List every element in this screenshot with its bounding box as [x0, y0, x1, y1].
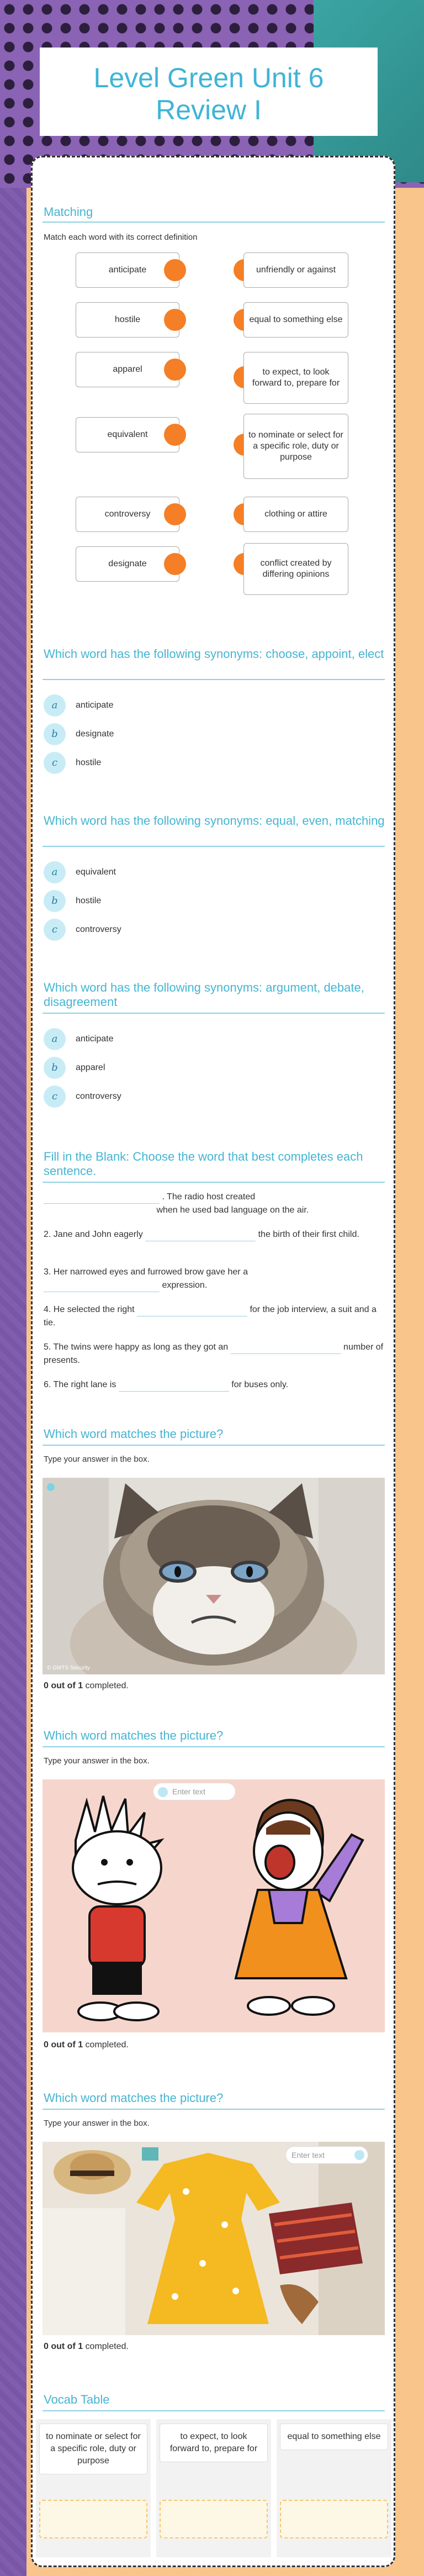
completion-suffix: completed. — [83, 1681, 129, 1690]
option-label[interactable]: hostile — [76, 896, 102, 905]
check-icon — [158, 1787, 168, 1797]
worksheet — [31, 156, 395, 2567]
divider — [43, 2109, 385, 2110]
sentence-3 — [44, 1266, 386, 1292]
matching-instruction: Match each word with its correct definition — [44, 233, 198, 242]
divider — [43, 222, 385, 223]
match-word[interactable]: equivalent — [76, 417, 179, 452]
answer-marker[interactable] — [47, 1483, 55, 1491]
blank-spacer — [44, 1207, 154, 1217]
completion-suffix: completed. — [83, 2342, 129, 2351]
match-definition[interactable]: clothing or attire — [243, 497, 348, 532]
match-definition[interactable]: to nominate or select for a specific role, duty or purpose — [243, 414, 348, 479]
page-subtitle: Review I — [156, 94, 262, 125]
option-label[interactable]: anticipate — [76, 700, 114, 710]
sentence-4 — [44, 1303, 386, 1330]
fill-blank-title: Fill in the Blank: Choose the word that best completes each sentence. — [44, 1150, 363, 1178]
question-instruction: Type your answer in the box. — [44, 1756, 150, 1766]
option-badge[interactable]: c — [44, 919, 66, 941]
divider — [43, 1013, 385, 1014]
match-word[interactable]: designate — [76, 546, 179, 582]
divider — [43, 846, 385, 847]
completion-count: 0 out of 1 — [44, 2342, 83, 2351]
completion-count: 0 out of 1 — [44, 1681, 83, 1690]
vocab-definition-card[interactable]: equal to something else — [280, 2424, 388, 2450]
match-word[interactable]: hostile — [76, 302, 179, 338]
vocab-table-title: Vocab Table — [44, 2393, 110, 2406]
match-word[interactable]: anticipate — [76, 252, 179, 288]
sentence-6 — [44, 1378, 386, 1392]
sentence-text: for the job interview, a suit and a tie. — [44, 1305, 377, 1327]
blank-input[interactable] — [44, 1282, 160, 1292]
answer-input[interactable] — [153, 1783, 236, 1800]
question-title: Which word matches the picture? — [44, 2091, 224, 2105]
completion-status — [44, 2040, 129, 2050]
sentence-text: number of presents. — [44, 1342, 384, 1365]
option-label[interactable]: apparel — [76, 1063, 105, 1072]
match-connector[interactable] — [164, 309, 186, 331]
option-badge[interactable]: a — [44, 694, 66, 717]
question-title: Which word matches the picture? — [44, 1427, 224, 1441]
completion-count: 0 out of 1 — [44, 2040, 83, 2050]
answer-input[interactable] — [285, 2146, 368, 2164]
cartoon-kids-illustration — [43, 1779, 385, 2032]
vocab-drop-zone[interactable] — [280, 2500, 388, 2538]
divider — [43, 1445, 385, 1446]
question-title: Which word has the following synonyms: equal, even, matching — [44, 814, 385, 828]
match-definition[interactable]: unfriendly or against — [243, 252, 348, 288]
option-badge[interactable]: a — [44, 1028, 66, 1050]
sentence-text: 2. Jane and John eagerly — [44, 1230, 143, 1239]
sentence-2 — [44, 1228, 386, 1241]
match-word[interactable]: controversy — [76, 497, 179, 532]
vocab-definition-card[interactable]: to nominate or select for a specific role, duty or purpose — [39, 2424, 147, 2474]
match-connector[interactable] — [164, 553, 186, 575]
match-connector[interactable] — [164, 259, 186, 281]
sentence-text: 4. He selected the right — [44, 1305, 135, 1314]
option-badge[interactable]: b — [44, 890, 66, 912]
option-label[interactable]: controversy — [76, 925, 121, 934]
option-badge[interactable]: c — [44, 752, 66, 774]
divider — [43, 1746, 385, 1747]
blank-input[interactable] — [137, 1307, 247, 1316]
answer-input-placeholder: Enter text — [292, 2151, 325, 2159]
answer-input-placeholder: Enter text — [172, 1787, 205, 1796]
question-title: Which word matches the picture? — [44, 1729, 224, 1742]
option-label[interactable]: hostile — [76, 758, 102, 767]
title-box — [40, 48, 378, 136]
divider — [43, 679, 385, 680]
matching-title: Matching — [44, 205, 93, 219]
option-badge[interactable]: b — [44, 723, 66, 745]
apparel-flatlay-illustration — [43, 2142, 385, 2335]
option-label[interactable]: anticipate — [76, 1034, 114, 1044]
blank-input[interactable] — [44, 1194, 160, 1204]
background-left-strip — [0, 188, 26, 2576]
sentence-5 — [44, 1341, 386, 1367]
match-definition[interactable]: conflict created by differing opinions — [243, 543, 348, 595]
blank-input[interactable] — [119, 1382, 229, 1392]
sentence-text: 6. The right lane is — [44, 1380, 116, 1389]
match-word[interactable]: apparel — [76, 352, 179, 387]
image-credit: © GMTS Security — [47, 1665, 90, 1671]
vocab-drop-zone[interactable] — [39, 2500, 147, 2538]
sentence-text: expression. — [162, 1281, 208, 1290]
sentence-text: 3. Her narrowed eyes and furrowed brow gave her a — [44, 1267, 248, 1277]
question-title: Which word has the following synonyms: argument, debate, disagreement — [44, 981, 364, 1009]
sentence-text: for buses only. — [231, 1380, 289, 1389]
grumpy-cat-illustration — [43, 1478, 385, 1674]
cat-image — [43, 1478, 385, 1674]
match-connector[interactable] — [164, 503, 186, 525]
blank-input[interactable] — [145, 1231, 256, 1241]
sentence-text: . The radio host created — [162, 1192, 256, 1202]
match-definition[interactable]: equal to something else — [243, 302, 348, 338]
vocab-drop-zone[interactable] — [160, 2500, 268, 2538]
match-connector[interactable] — [164, 359, 186, 381]
blank-input[interactable] — [231, 1344, 341, 1354]
sentence-text: 5. The twins were happy as long as they got an — [44, 1342, 229, 1352]
cartoon-image — [43, 1779, 385, 2032]
question-instruction: Type your answer in the box. — [44, 2119, 150, 2128]
match-definition[interactable]: to expect, to look forward to, prepare for — [243, 352, 348, 404]
sentence-1 — [44, 1190, 386, 1217]
apparel-image — [43, 2142, 385, 2335]
option-badge[interactable]: a — [44, 861, 66, 883]
vocab-definition-card[interactable]: to expect, to look forward to, prepare for — [160, 2424, 268, 2462]
question-title: Which word has the following synonyms: choose, appoint, elect — [44, 647, 384, 661]
divider — [43, 2410, 385, 2411]
sentence-text: the birth of their first child. — [258, 1230, 359, 1239]
completion-suffix: completed. — [83, 2040, 129, 2050]
page-title: Level Green Unit 6 — [93, 62, 324, 93]
option-label[interactable]: controversy — [76, 1092, 121, 1101]
sentence-text: when he used bad language on the air. — [156, 1205, 309, 1215]
check-icon — [354, 2150, 364, 2160]
option-label[interactable]: designate — [76, 729, 114, 739]
completion-status — [44, 1681, 129, 1691]
question-instruction: Type your answer in the box. — [44, 1455, 150, 1464]
option-badge[interactable]: c — [44, 1086, 66, 1108]
divider — [43, 1182, 385, 1183]
completion-status — [44, 2342, 129, 2352]
option-badge[interactable]: b — [44, 1057, 66, 1079]
option-label[interactable]: equivalent — [76, 867, 116, 877]
match-connector[interactable] — [164, 424, 186, 446]
